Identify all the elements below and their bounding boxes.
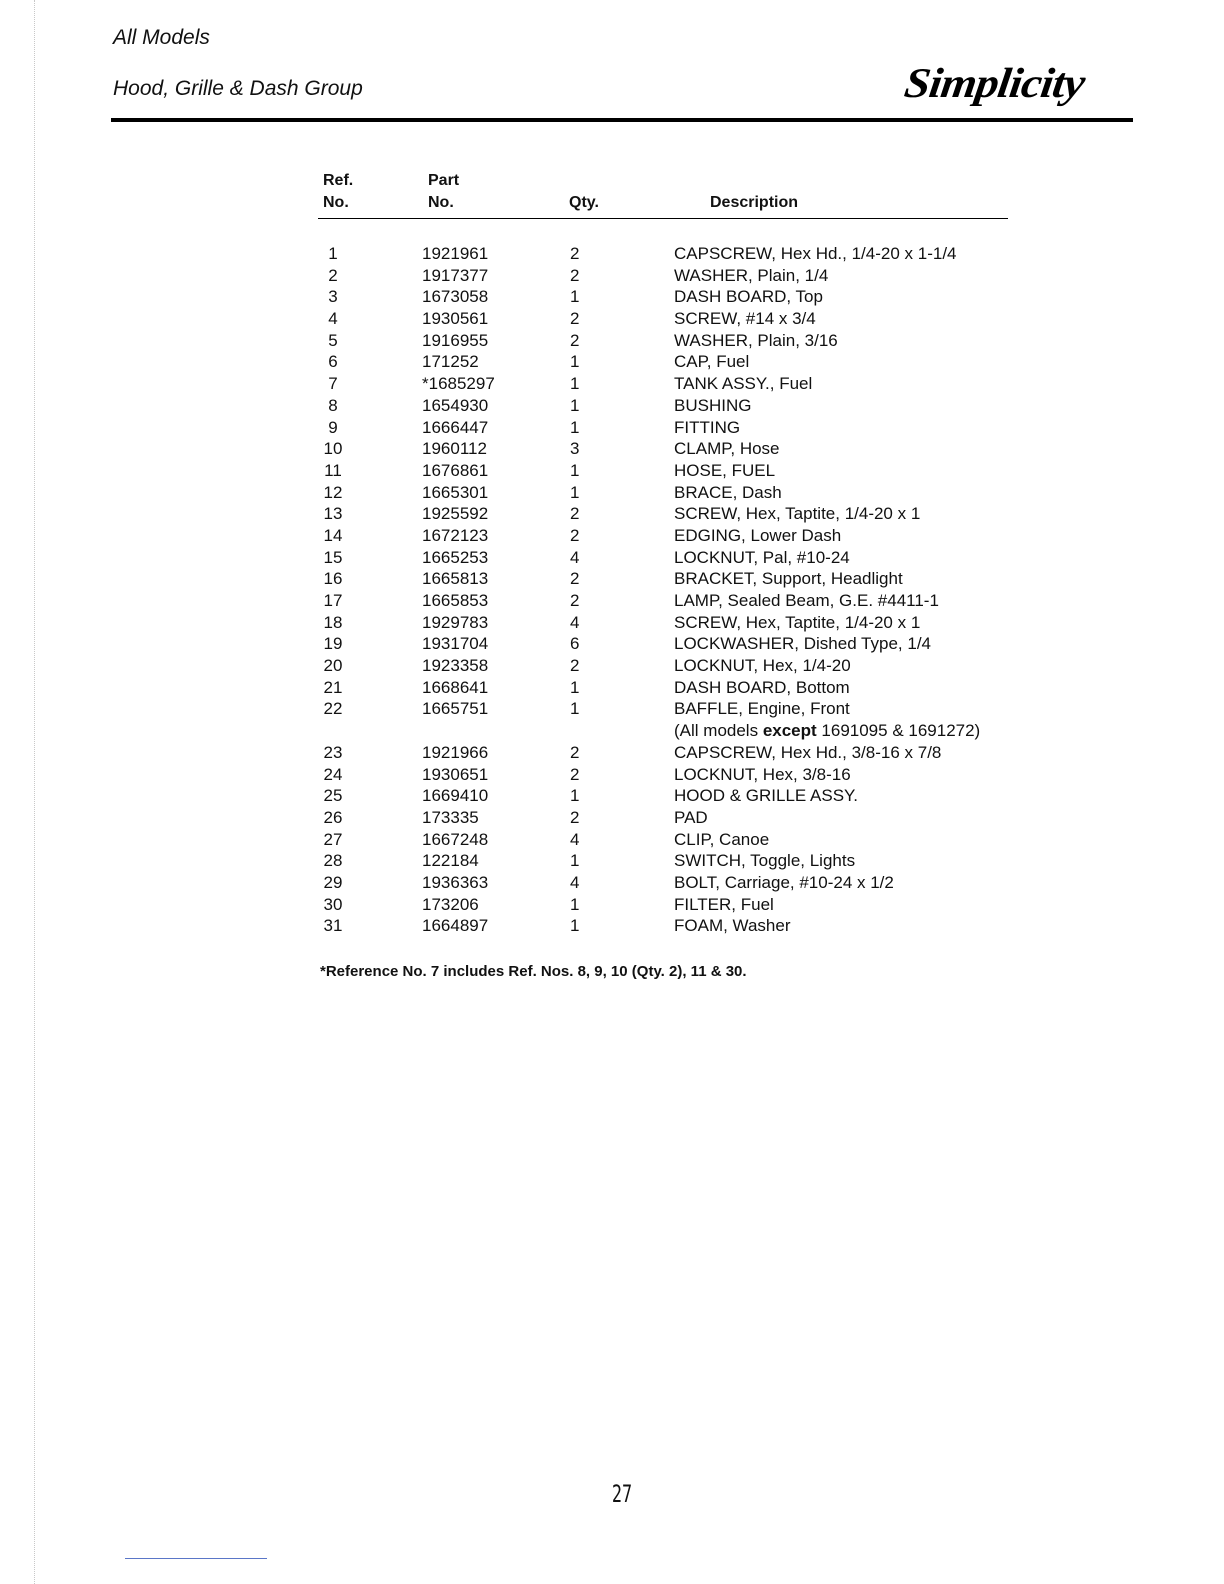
part-number-cell: 173335: [422, 807, 479, 827]
header-rule: [111, 118, 1133, 122]
description-cell: FILTER, Fuel: [674, 894, 774, 914]
qty-cell: 2: [570, 807, 580, 827]
header-description: Description: [710, 194, 799, 211]
part-number-cell: 1672123: [422, 525, 489, 545]
ref-cell: 8: [328, 395, 338, 415]
qty-cell: 2: [570, 265, 580, 285]
description-cell: SWITCH, Toggle, Lights: [674, 851, 856, 871]
ref-cell: 1: [328, 244, 338, 263]
qty-cell: 2: [570, 525, 580, 545]
ref-cell: 15: [323, 547, 343, 567]
header-ref-line2: No.: [323, 194, 349, 211]
header-ref-line1: Ref.: [323, 172, 354, 189]
table-row: [318, 373, 1008, 395]
description-cell: LOCKNUT, Hex, 3/8-16: [674, 764, 851, 784]
ref-cell: 7: [328, 374, 338, 394]
qty-cell: 1: [570, 677, 580, 697]
footnote: *Reference No. 7 includes Ref. Nos. 8, 9, 10 (Qty. 2), 11 & 30.: [320, 963, 747, 980]
table-row: [318, 330, 1008, 352]
table-row: [318, 764, 1008, 786]
table-row: [318, 894, 1008, 916]
ref-cell: 22: [323, 699, 343, 719]
table-row: [318, 568, 1008, 590]
page-number: 27: [611, 1480, 633, 1508]
description-cell: SCREW, Hex, Taptite, 1/4-20 x 1: [674, 612, 921, 632]
ref-cell: 12: [323, 482, 343, 502]
qty-cell: 2: [570, 591, 580, 610]
part-number-cell: 1673058: [422, 287, 489, 307]
qty-cell: 1: [570, 417, 580, 437]
part-number-cell: 1917377: [422, 265, 489, 285]
qty-cell: 1: [570, 786, 580, 806]
part-number-cell: 1667248: [422, 829, 489, 849]
part-number-cell: 1960112: [422, 439, 487, 459]
qty-cell: 4: [570, 829, 580, 849]
ref-cell: 27: [323, 829, 343, 849]
header-models: All Models: [113, 26, 210, 49]
ref-cell: 10: [323, 439, 343, 459]
description-cell: EDGING, Lower Dash: [674, 525, 842, 545]
description-cell: DASH BOARD, Top: [674, 287, 823, 307]
part-number-cell: 1916955: [422, 330, 489, 350]
ref-cell: 30: [323, 894, 343, 914]
part-number-cell: 1654930: [422, 395, 489, 415]
ref-cell: 16: [323, 569, 343, 589]
table-row: [318, 351, 1008, 373]
table-row: [318, 807, 1008, 829]
table-row: [318, 698, 1008, 720]
footer-link-line: [125, 1558, 267, 1559]
description-cell: PAD: [674, 807, 708, 827]
description-cell: WASHER, Plain, 1/4: [674, 265, 829, 285]
description-cell: TANK ASSY., Fuel: [674, 374, 813, 394]
qty-cell: 2: [570, 504, 580, 524]
description-cell: SCREW, Hex, Taptite, 1/4-20 x 1: [674, 504, 921, 524]
table-row: [318, 915, 1008, 937]
description-cell: LOCKNUT, Pal, #10-24: [674, 547, 850, 567]
note-prefix: (All models: [674, 721, 763, 741]
qty-cell: 1: [570, 894, 580, 914]
description-cell: LAMP, Sealed Beam, G.E. #4411-1: [674, 591, 939, 610]
ref-cell: 13: [323, 504, 343, 524]
part-number-cell: 1931704: [422, 634, 489, 654]
part-number-cell: 1669410: [422, 786, 489, 806]
ref-cell: 23: [323, 742, 343, 762]
ref-cell: 28: [323, 851, 343, 871]
qty-cell: 1: [570, 374, 580, 394]
table-row: [318, 308, 1008, 330]
table-row: [318, 395, 1008, 417]
ref-cell: 19: [323, 634, 343, 654]
parts-table: [318, 170, 1008, 937]
ref-cell: 18: [323, 612, 343, 632]
description-cell: DASH BOARD, Bottom: [674, 677, 850, 697]
part-number-cell: 1665751: [422, 699, 489, 719]
table-row: [318, 742, 1008, 764]
description-cell: FITTING: [674, 417, 741, 437]
qty-cell: 1: [570, 460, 580, 480]
qty-cell: 2: [570, 309, 580, 329]
ref-cell: 31: [323, 916, 343, 936]
table-row: [318, 633, 1008, 655]
table-row: [318, 265, 1008, 287]
header-qty: Qty.: [569, 194, 599, 211]
table-row: [318, 677, 1008, 699]
qty-cell: 1: [570, 352, 580, 372]
ref-cell: 26: [323, 807, 343, 827]
table-row: [318, 829, 1008, 851]
qty-cell: 6: [570, 634, 580, 654]
part-number-cell: 1665813: [422, 569, 489, 589]
table-row: [318, 482, 1008, 504]
description-cell: CAPSCREW, Hex Hd., 1/4-20 x 1-1/4: [674, 244, 957, 263]
part-number-cell: 1929783: [422, 612, 489, 632]
qty-cell: 1: [570, 287, 580, 307]
description-cell: CAP, Fuel: [674, 352, 750, 372]
ref-cell: 11: [324, 460, 342, 480]
description-cell: WASHER, Plain, 3/16: [674, 330, 838, 350]
table-row: [318, 872, 1008, 894]
qty-cell: 1: [570, 482, 580, 502]
simplicity-logo: Simplicity: [901, 59, 1088, 106]
header-part-line2: No.: [428, 194, 454, 211]
ref-cell: 9: [328, 417, 338, 437]
table-row: [318, 850, 1008, 872]
part-number-cell: 1665853: [422, 591, 489, 610]
header-group-title: Hood, Grille & Dash Group: [113, 77, 363, 100]
part-number-cell: 1936363: [422, 872, 489, 892]
description-cell: BAFFLE, Engine, Front: [674, 699, 850, 719]
ref-cell: 4: [328, 309, 338, 329]
table-row: [318, 547, 1008, 569]
binding-margin-line: [34, 0, 35, 1584]
part-number-cell: 173206: [422, 894, 479, 914]
description-cell: CLAMP, Hose: [674, 439, 780, 459]
ref-cell: 20: [323, 656, 343, 676]
qty-cell: 3: [570, 439, 580, 459]
description-cell: LOCKNUT, Hex, 1/4-20: [674, 656, 851, 676]
table-body: [318, 243, 1008, 937]
table-row: [318, 525, 1008, 547]
ref-cell: 29: [323, 872, 343, 892]
ref-cell: 17: [323, 591, 343, 610]
description-cell: HOOD & GRILLE ASSY.: [674, 786, 858, 806]
ref-cell: 24: [323, 764, 343, 784]
part-number-cell: 1925592: [422, 504, 489, 524]
qty-cell: 2: [570, 569, 580, 589]
qty-cell: 1: [570, 916, 580, 936]
note-suffix: 1691095 & 1691272): [816, 721, 981, 741]
qty-cell: 2: [570, 656, 580, 676]
qty-cell: 2: [570, 742, 580, 762]
qty-cell: 1: [570, 699, 580, 719]
table-row: [318, 655, 1008, 677]
part-number-cell: 1930651: [422, 764, 489, 784]
qty-cell: 2: [570, 330, 580, 350]
description-cell: CAPSCREW, Hex Hd., 3/8-16 x 7/8: [674, 742, 942, 762]
ref-cell: 21: [323, 677, 343, 697]
part-number-cell: 1923358: [422, 656, 489, 676]
part-number-cell: 1665301: [422, 482, 489, 502]
description-cell: FOAM, Washer: [674, 916, 791, 936]
part-number-cell: 1664897: [422, 916, 489, 936]
qty-cell: 2: [570, 244, 580, 263]
description-cell: HOSE, FUEL: [674, 460, 776, 480]
part-number-cell: 1921961: [422, 244, 489, 263]
table-row: [318, 417, 1008, 439]
note-bold: except: [762, 721, 817, 741]
ref-cell: 2: [328, 265, 338, 285]
table-row: [318, 243, 1008, 265]
qty-cell: 4: [570, 872, 580, 892]
part-number-cell: 1676861: [422, 460, 489, 480]
ref-cell: 25: [323, 786, 343, 806]
description-cell: SCREW, #14 x 3/4: [674, 309, 816, 329]
part-number-cell: 1666447: [422, 417, 489, 437]
description-cell: BRACKET, Support, Headlight: [674, 569, 903, 589]
table-row: [318, 460, 1008, 482]
table-row: [318, 785, 1008, 807]
part-number-cell: 122184: [422, 851, 479, 871]
part-number-cell: 1665253: [422, 547, 489, 567]
description-cell: LOCKWASHER, Dished Type, 1/4: [674, 634, 931, 654]
table-row: [318, 590, 1008, 612]
table-row: [318, 612, 1008, 634]
part-number-cell: 1930561: [422, 309, 489, 329]
qty-cell: 4: [570, 547, 580, 567]
qty-cell: 1: [570, 395, 580, 415]
row-note: [318, 720, 1008, 742]
table-header: [318, 170, 1008, 219]
part-number-cell: *1685297: [422, 374, 495, 394]
table-row: [318, 438, 1008, 460]
ref-cell: 6: [328, 352, 338, 372]
table-row: [318, 503, 1008, 525]
table-row: [318, 286, 1008, 308]
header-part-line1: Part: [428, 172, 460, 189]
part-number-cell: 171252: [422, 352, 479, 372]
part-number-cell: 1668641: [422, 677, 489, 697]
description-cell: BRACE, Dash: [674, 482, 782, 502]
description-cell: BOLT, Carriage, #10-24 x 1/2: [674, 872, 894, 892]
qty-cell: 2: [570, 764, 580, 784]
ref-cell: 5: [328, 330, 338, 350]
row22-note: [674, 720, 980, 742]
qty-cell: 4: [570, 612, 580, 632]
description-cell: CLIP, Canoe: [674, 829, 770, 849]
part-number-cell: 1921966: [422, 742, 489, 762]
description-cell: BUSHING: [674, 395, 752, 415]
qty-cell: 1: [570, 851, 580, 871]
ref-cell: 3: [328, 287, 338, 307]
ref-cell: 14: [323, 525, 343, 545]
